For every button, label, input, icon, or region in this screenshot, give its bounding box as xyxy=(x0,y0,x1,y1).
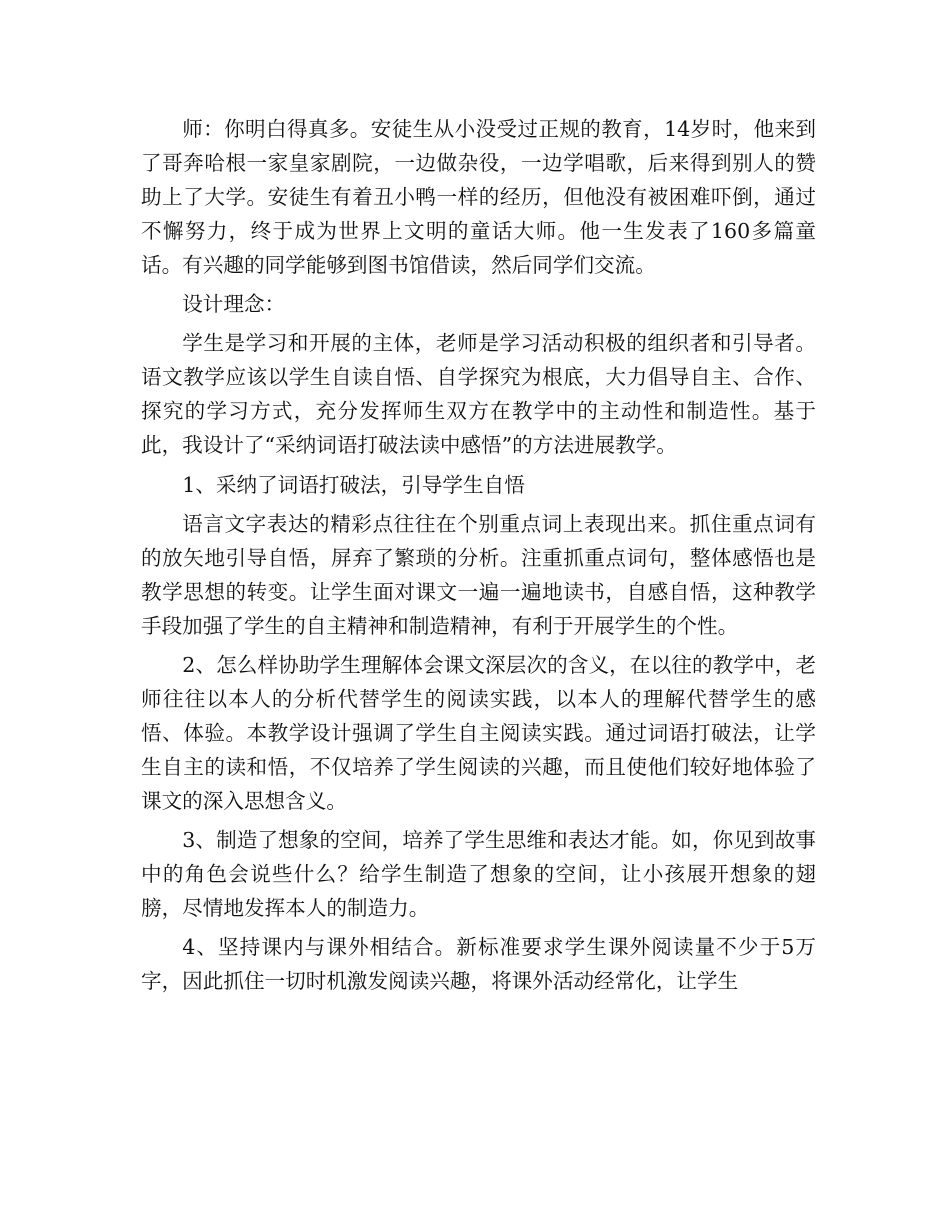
list-item-4: 4、坚持课内与课外相结合。新标准要求学生课外阅读量不少于5万字，因此抓住一切时机激发阅读兴趣，将课外活动经常化，让学生 xyxy=(141,935,816,994)
list-item-2: 2、怎么样协助学生理解体会课文深层次的含义，在以往的教学中，老师往往以本人的分析代替学生的阅读实践，以本人的理解代替学生的感悟、体验。本教学设计强调了学生自主阅读实践。通过词语打破法，让学生自主的读和悟，不仅培养了学生阅读的兴趣，而且使他们较好地体验了课文的深入思想含义。 xyxy=(141,653,816,813)
list-item-1-title: 1、采纳了词语打破法，引导学生自悟 xyxy=(182,472,525,497)
paragraph-design-concept: 学生是学习和开展的主体，老师是学习活动积极的组织者和引导者。语文教学应该以学生自读自悟、自学探究为根底，大力倡导自主、合作、探究的学习方式，充分发挥师生双方在教学中的主动性和制造性。基于此，我设计了“采纳词语打破法读中感悟”的方法进展教学。 xyxy=(141,331,816,458)
heading-design-concept: 设计理念： xyxy=(182,292,286,317)
document-page xyxy=(141,113,816,999)
paragraph-item-1-body: 语言文字表达的精彩点往往在个别重点词上表现出来。抓住重点词有的放矢地引导自悟，屏弃了繁琐的分析。注重抓重点词句，整体感悟也是教学思想的转变。让学生面对课文一遍一遍地读书，自感自悟，这种教学手段加强了学生的自主精神和制造精神，有利于开展学生的个性。 xyxy=(141,511,816,638)
list-item-3: 3、制造了想象的空间，培养了学生思维和表达才能。如，你见到故事中的角色会说些什么？给学生制造了想象的空间，让小孩展开想象的翅膀，尽情地发挥本人的制造力。 xyxy=(141,828,816,920)
paragraph-teacher-remark: 师：你明白得真多。安徒生从小没受过正规的教育，14岁时，他来到了哥奔哈根一家皇家剧院，一边做杂役，一边学唱歌，后来得到别人的赞助上了大学。安徒生有着丑小鸭一样的经历，但他没有被困难吓倒，通过不懈努力，终于成为世界上文明的童话大师。他一生发表了160多篇童话。有兴趣的同学能够到图书馆借读，然后同学们交流。 xyxy=(141,117,816,277)
